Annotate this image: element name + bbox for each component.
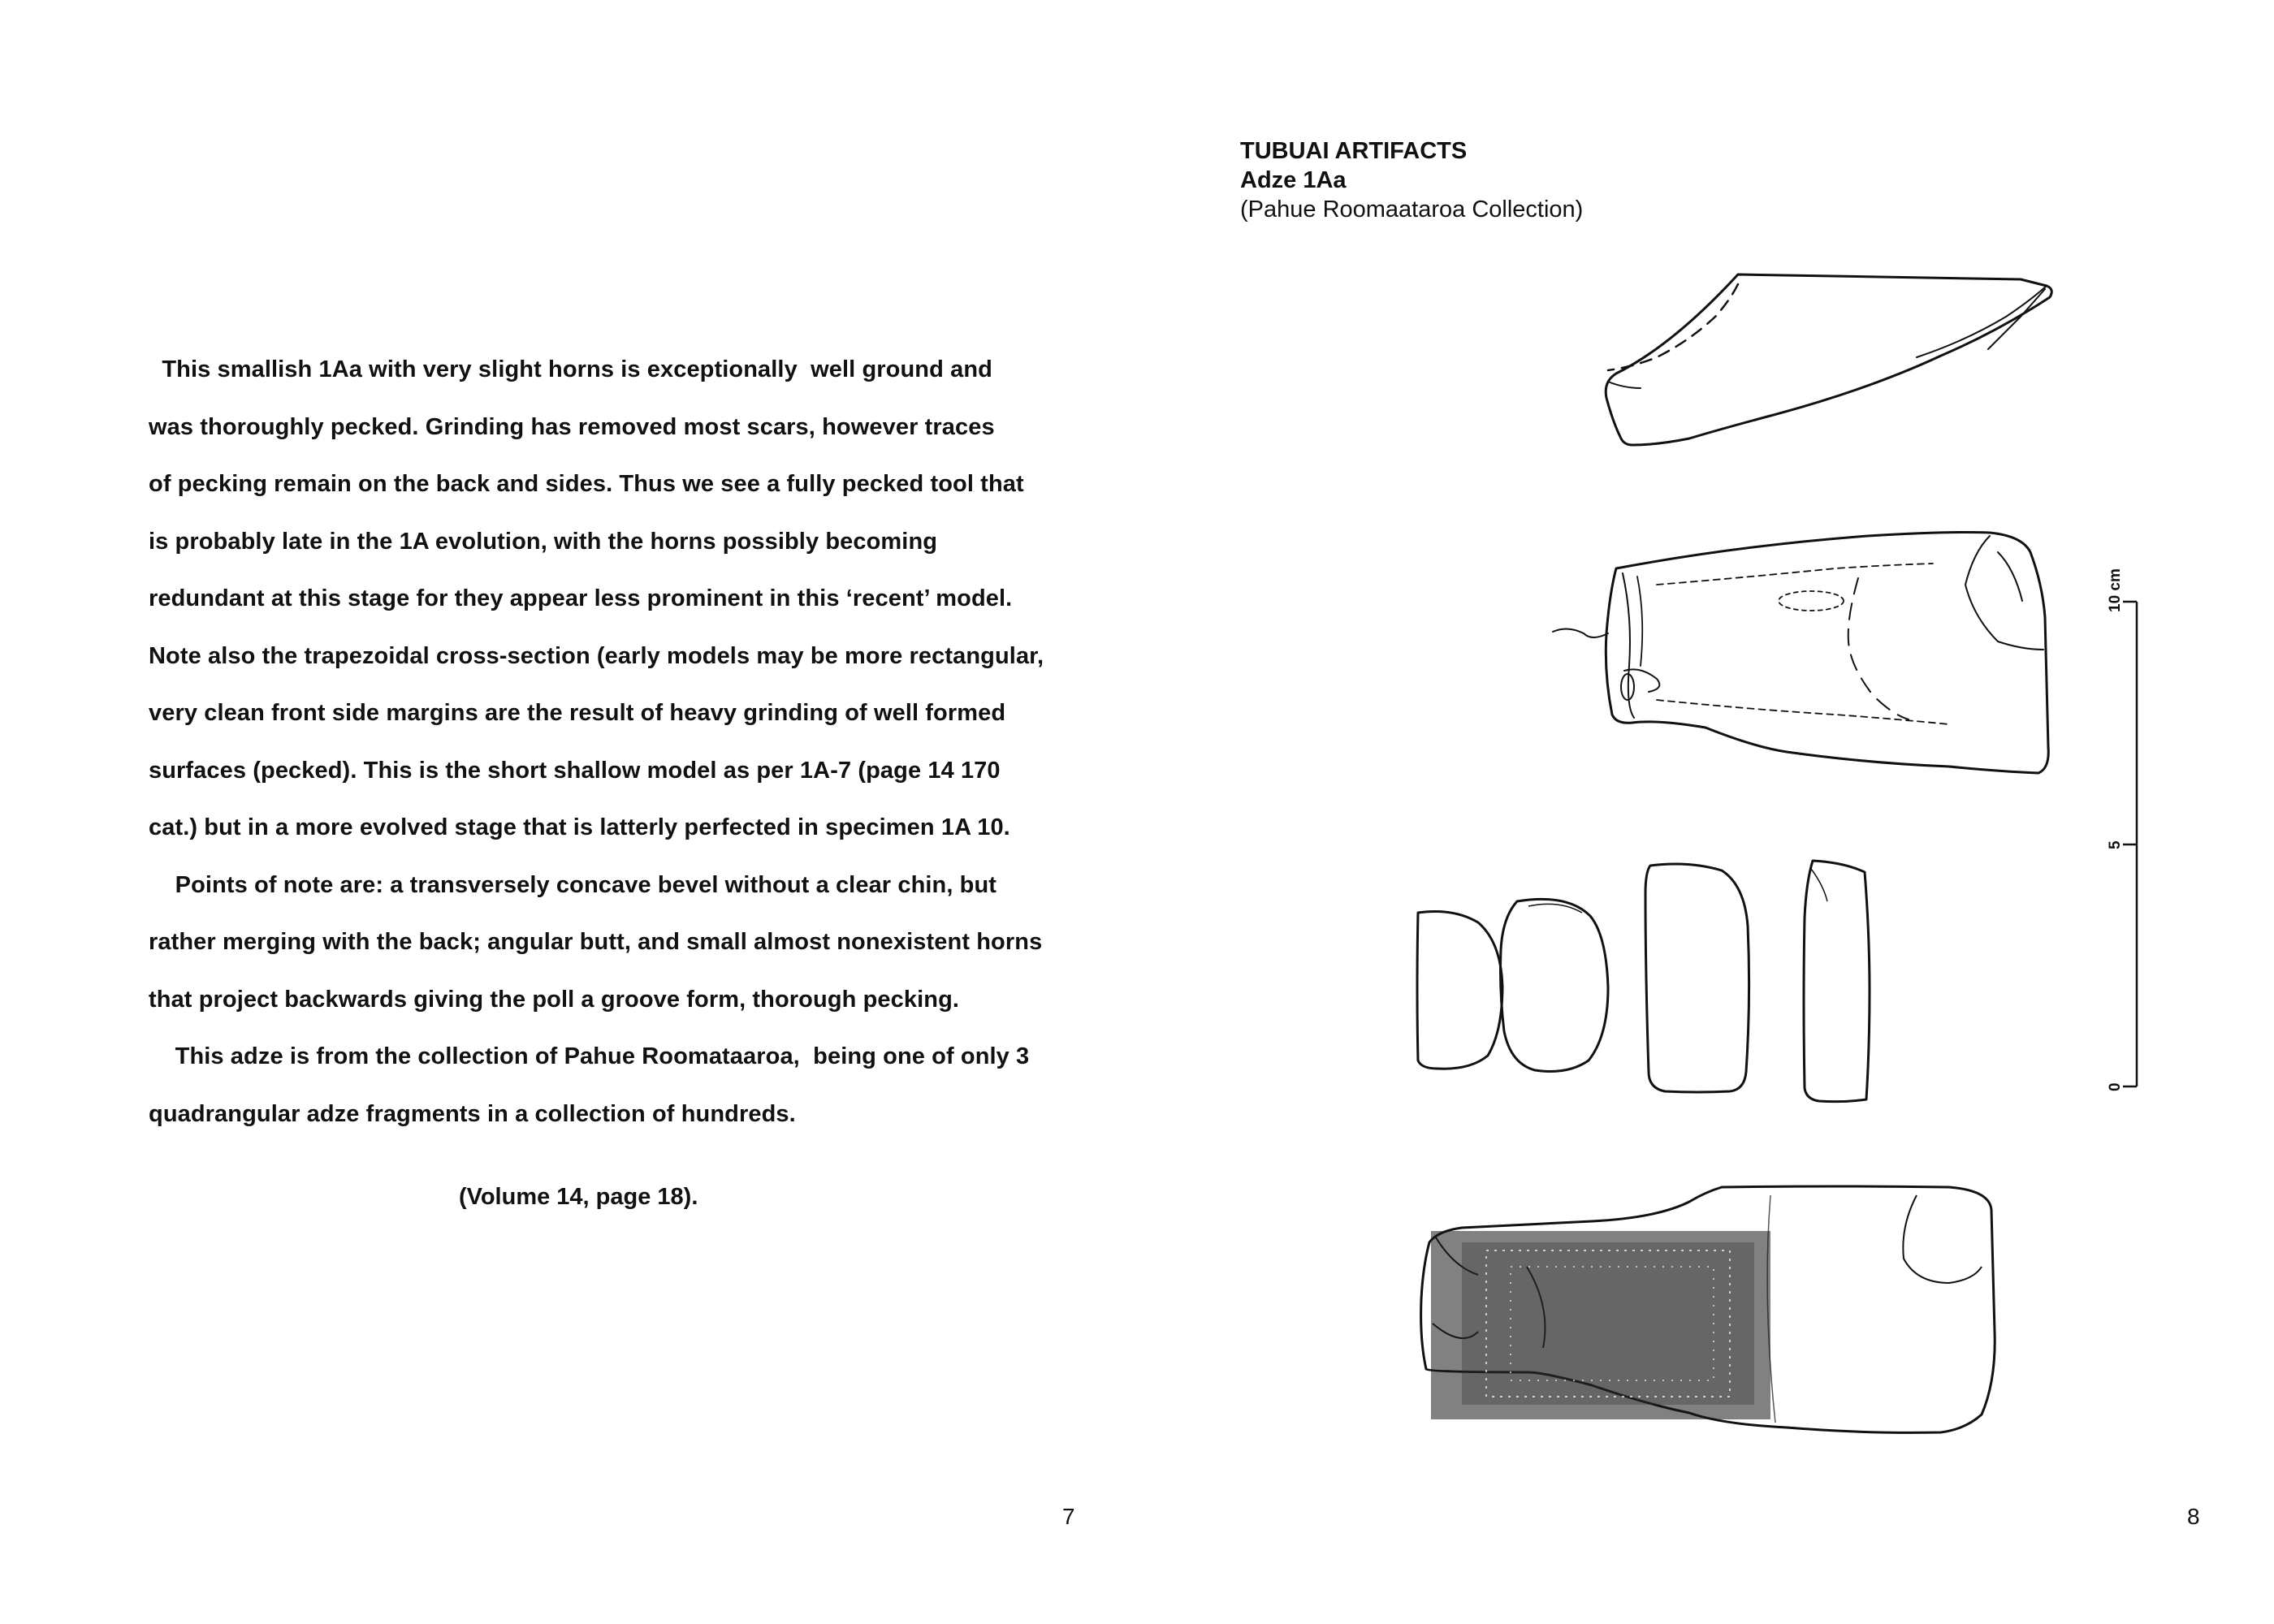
text-line: is probably late in the 1A evolution, with the horns possibly becoming: [149, 528, 938, 555]
heading-subtitle: Adze 1Aa: [1240, 167, 1347, 193]
scale-label-10cm: 10 cm: [2107, 568, 2124, 612]
adze-front-view: [1553, 533, 2048, 774]
pecking-texture: [1431, 1231, 1770, 1419]
adze-cross-sections: [1417, 861, 1870, 1102]
right-page: [1137, 0, 2274, 1624]
body-text: [149, 341, 1091, 1142]
adze-drawings: [1137, 0, 2274, 1624]
text-line: of pecking remain on the back and sides. Thus we see a fully pecked tool that: [149, 471, 1024, 497]
scale-label-0: 0: [2107, 1082, 2124, 1091]
adze-side-view: [1606, 274, 2051, 445]
text-line: This smallish 1Aa with very slight horns is exceptionally well ground and: [149, 356, 992, 382]
text-line: rather merging with the back; angular butt, and small almost nonexistent horns: [149, 929, 1043, 955]
heading-title: TUBUAI ARTIFACTS: [1240, 138, 1468, 164]
text-line: very clean front side margins are the result of heavy grinding of well formed: [149, 700, 1006, 726]
heading-collection: (Pahue Roomaataroa Collection): [1240, 197, 1584, 222]
text-line: Points of note are: a transversely concave bevel without a clear chin, but: [149, 871, 997, 898]
text-line: Note also the trapezoidal cross-section (early models may be more rectangular,: [149, 642, 1044, 669]
text-line: that project backwards giving the poll a groove form, thorough pecking.: [149, 986, 960, 1013]
text-line: was thoroughly pecked. Grinding has removed most scars, however traces: [149, 413, 995, 440]
volume-reference: (Volume 14, page 18).: [459, 1184, 698, 1210]
text-line: cat.) but in a more evolved stage that is latterly perfected in specimen 1A 10.: [149, 814, 1010, 840]
text-line: redundant at this stage for they appear less prominent in this ‘recent’ model.: [149, 585, 1013, 611]
page-number-left: 7: [1062, 1504, 1075, 1529]
text-line: surfaces (pecked). This is the short shallow model as per 1A-7 (page 14 170: [149, 757, 1001, 784]
text-line: This adze is from the collection of Pahue Roomataaroa, being one of only 3: [149, 1043, 1030, 1069]
scale-label-5: 5: [2107, 840, 2124, 849]
scale-bar: [2123, 602, 2137, 1086]
page-number-right: 8: [2187, 1504, 2200, 1529]
text-line: quadrangular adze fragments in a collection of hundreds.: [149, 1100, 796, 1127]
